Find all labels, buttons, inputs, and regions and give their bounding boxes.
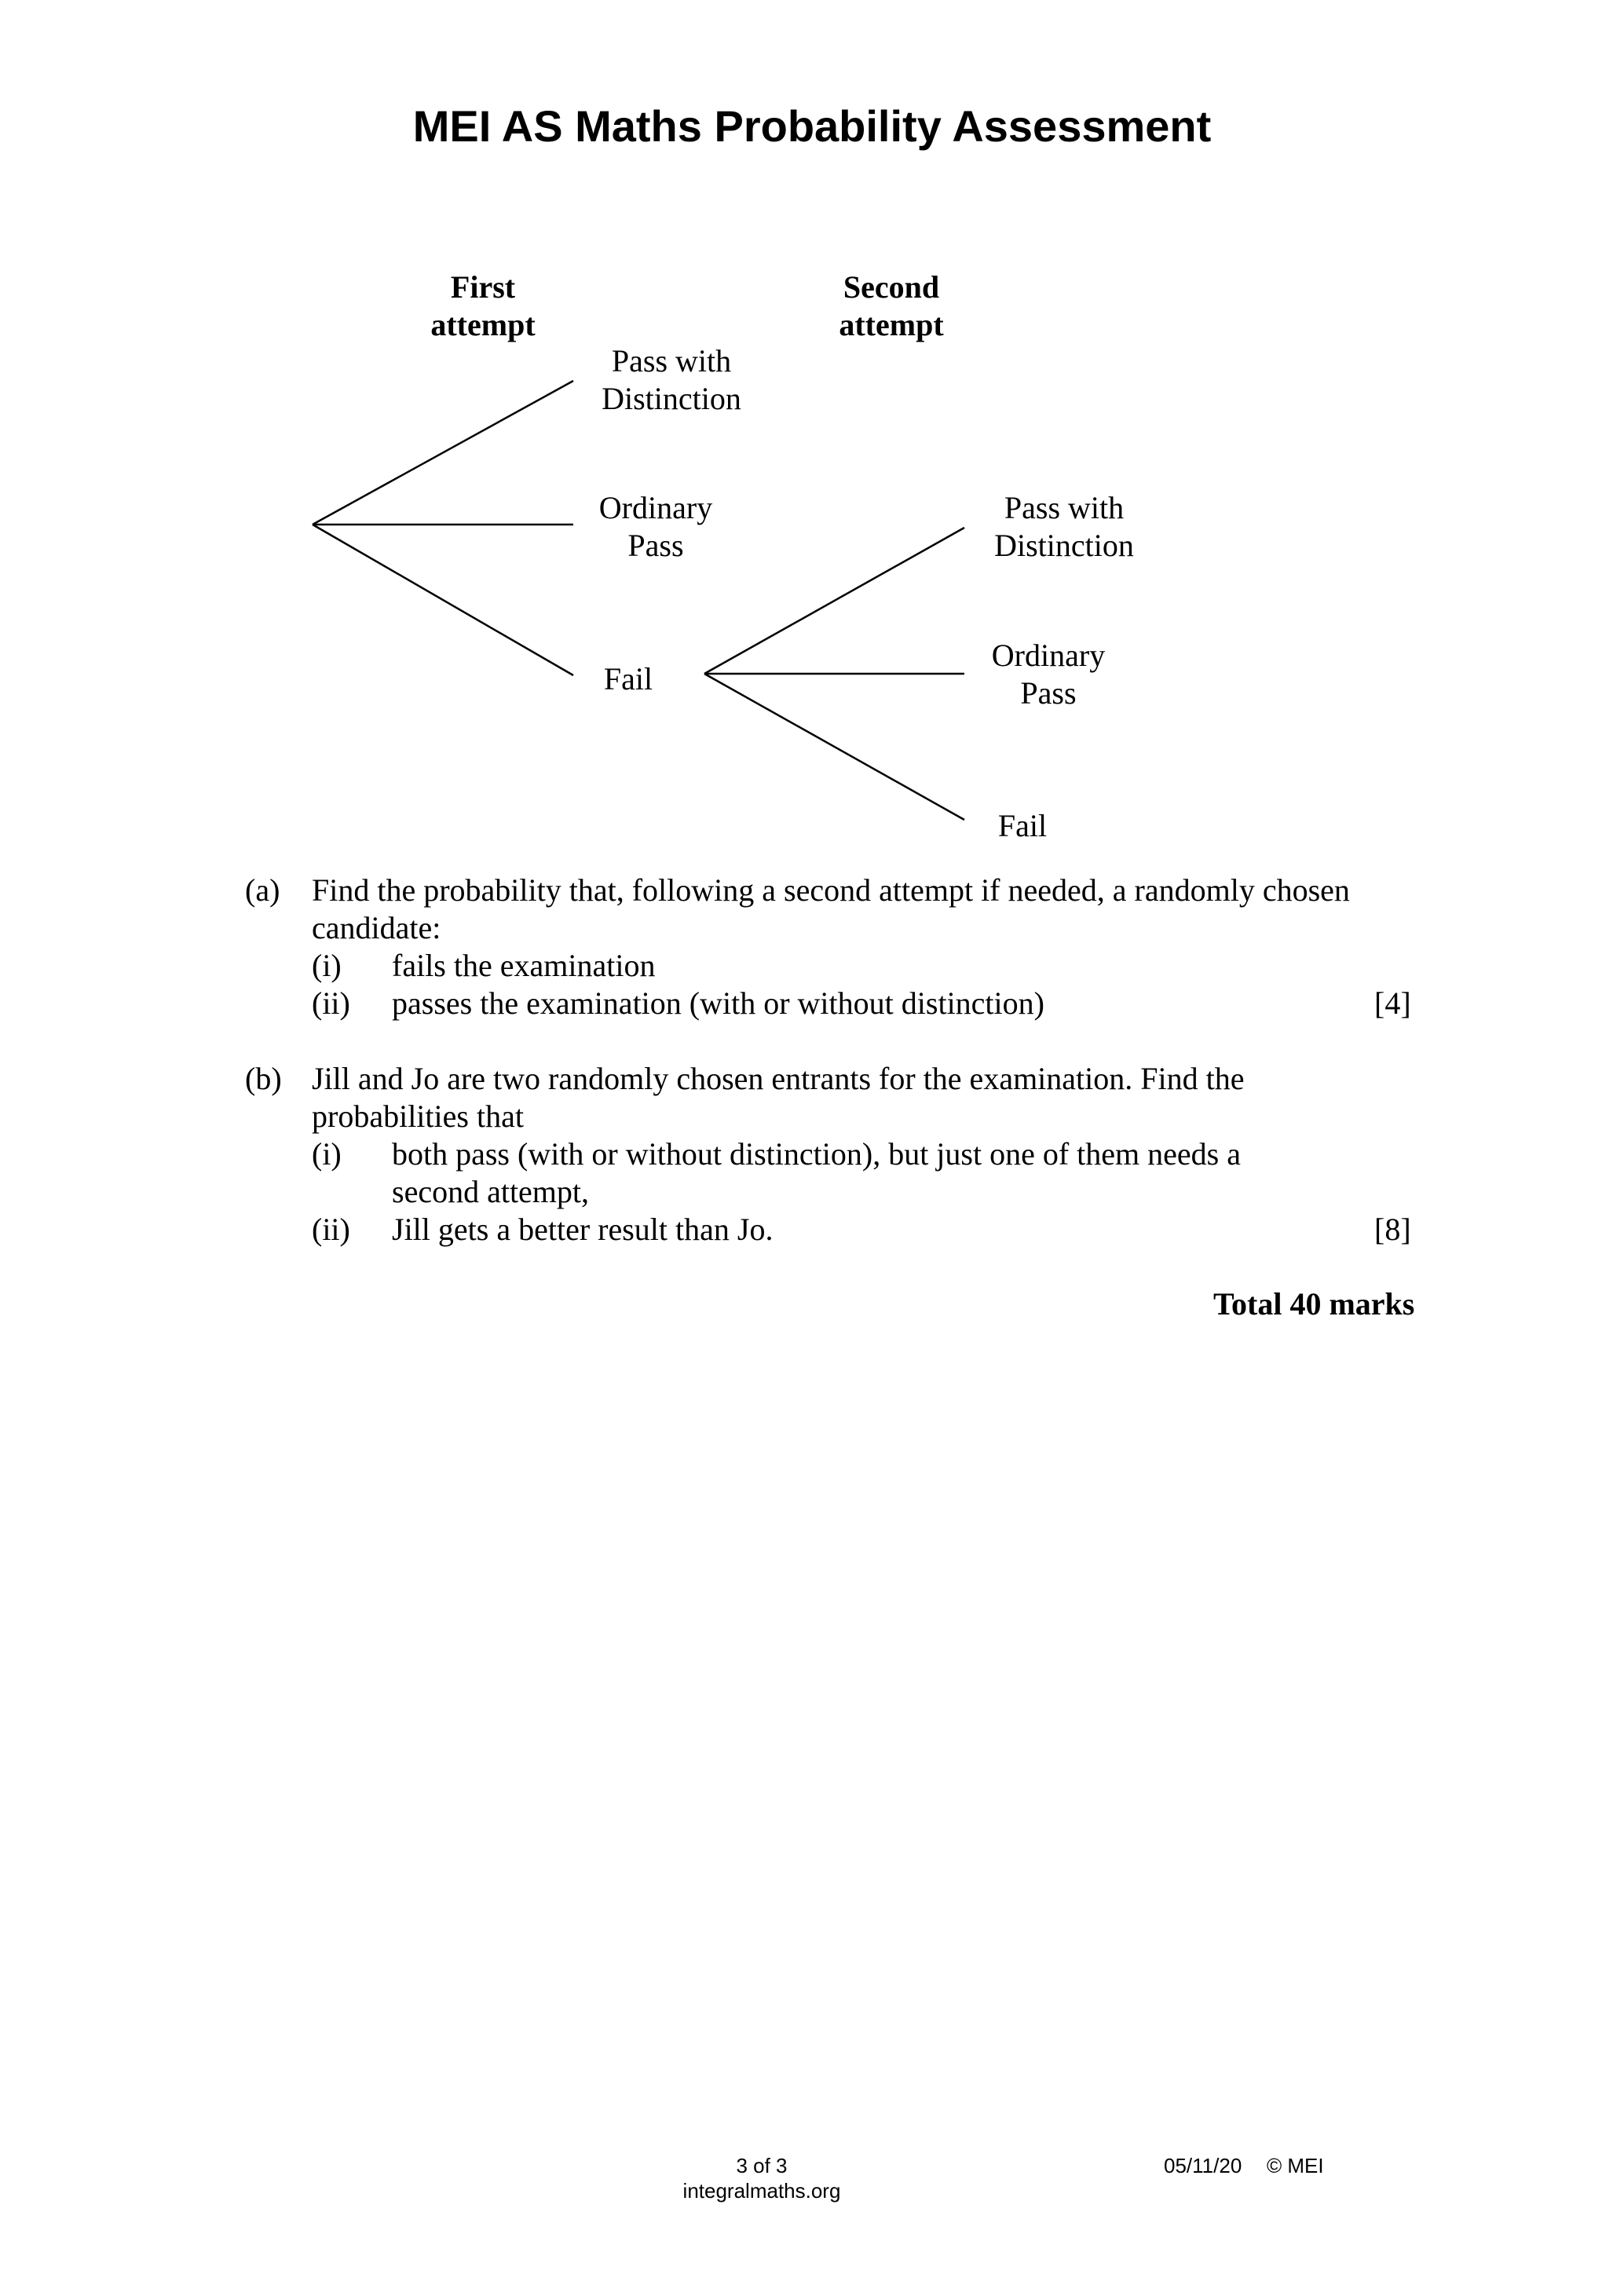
- footer-site: integralmaths.org: [682, 2179, 841, 2203]
- question-b-part-i-text-line2: second attempt,: [392, 1174, 590, 1209]
- second-fail-label: Fail: [997, 808, 1048, 843]
- question-b-stem-line2: probabilities that: [312, 1099, 524, 1134]
- branch-second-fail: [704, 674, 964, 820]
- question-b-label: (b): [245, 1061, 282, 1096]
- question-a-part-ii-label: (ii): [312, 985, 350, 1021]
- question-a-part-i-label: (i): [312, 948, 342, 983]
- question-b-part-i-text-line1: both pass (with or without distinction), but just one of them needs a: [392, 1136, 1241, 1172]
- branch-second-distinction: [704, 528, 964, 674]
- page-title: MEI AS Maths Probability Assessment: [412, 101, 1212, 151]
- question-b-stem-line1: Jill and Jo are two randomly chosen entrants for the examination. Find the: [312, 1061, 1245, 1096]
- footer-copyright: © MEI: [1267, 2154, 1324, 2177]
- branch-first-distinction: [313, 381, 573, 525]
- first-attempt-header: First attempt: [430, 269, 536, 342]
- question-a-stem-line1: Find the probability that, following a second attempt if needed, a randomly chosen: [312, 872, 1350, 908]
- footer-date: 05/11/20: [1164, 2154, 1242, 2177]
- question-b-part-i-label: (i): [312, 1136, 342, 1172]
- footer-page-number: 3 of 3: [736, 2154, 788, 2177]
- question-b-part-ii-label: (ii): [312, 1212, 350, 1247]
- question-b-part-ii-text: Jill gets a better result than Jo.: [392, 1212, 774, 1247]
- total-marks: Total 40 marks: [1213, 1286, 1415, 1322]
- question-a-label: (a): [245, 872, 280, 908]
- question-a-part-i-text: fails the examination: [392, 948, 656, 983]
- second-distinction-label: Pass with Distinction: [994, 490, 1134, 563]
- question-b-marks: [8]: [1374, 1212, 1411, 1247]
- tree-diagram: [0, 0, 1624, 864]
- second-ordinary-label: Ordinary Pass: [991, 638, 1106, 711]
- first-fail-label: Fail: [603, 661, 653, 696]
- question-a-stem-line2: candidate:: [312, 910, 441, 945]
- first-ordinary-label: Ordinary Pass: [598, 490, 713, 563]
- second-attempt-header: Second attempt: [839, 269, 944, 342]
- question-a-part-ii-text: passes the examination (with or without distinction): [392, 985, 1044, 1021]
- question-a-marks: [4]: [1374, 985, 1411, 1021]
- first-distinction-label: Pass with Distinction: [602, 343, 741, 416]
- branch-first-fail: [313, 525, 573, 675]
